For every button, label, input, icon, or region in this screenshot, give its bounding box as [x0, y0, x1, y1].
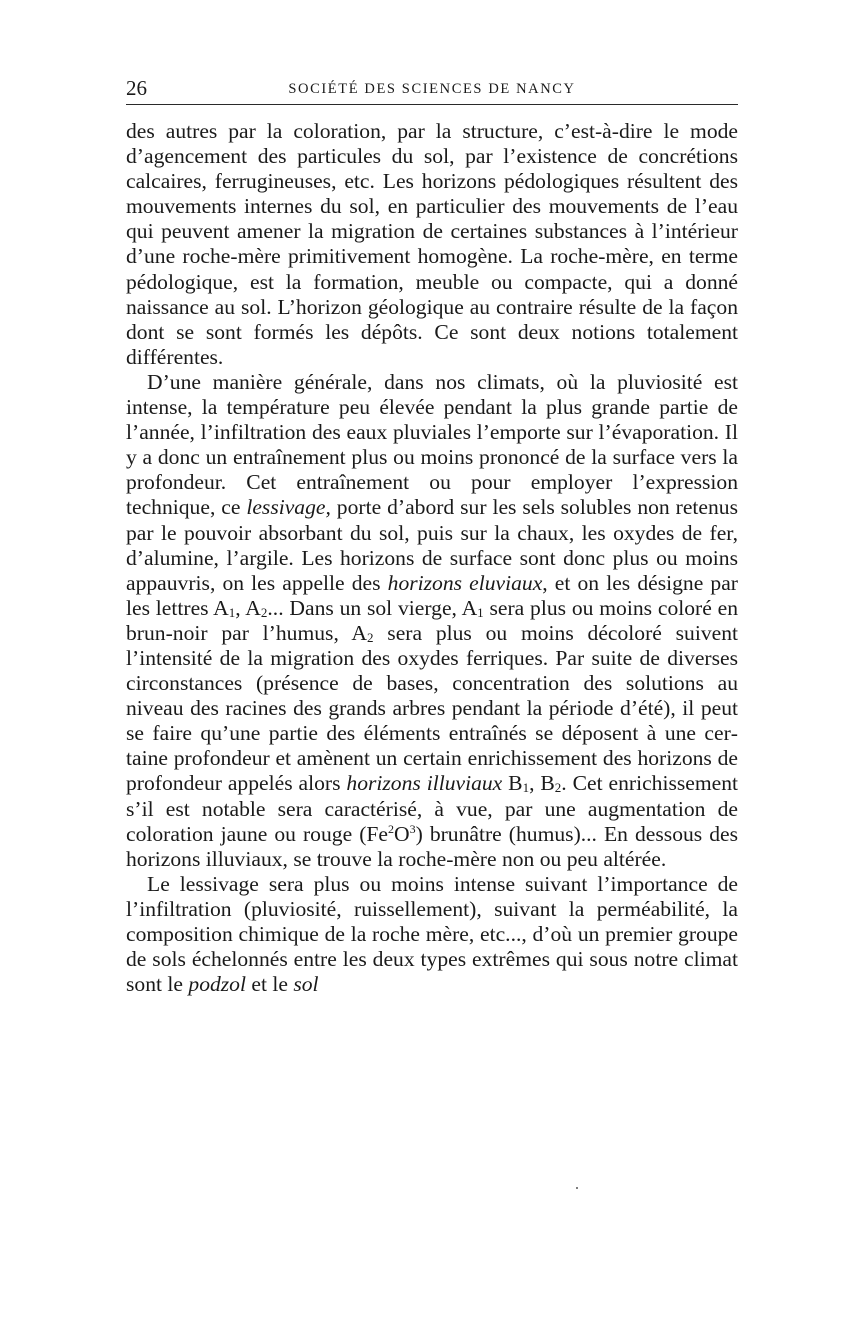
term-lessivage: lessivage, — [246, 495, 331, 520]
superscript: 2 — [387, 821, 394, 836]
text-run: porte d’abord sur les sels solubles non retenus par le pouvoir absorbant du sol, puis sur la chaux, les oxydes de fer, d’alumine, l’argile. Les horizons de surface sont donc plus ou moins appauvris, on les appelle des — [126, 495, 738, 595]
subscript: 2 — [260, 604, 268, 620]
text-run: , A — [235, 595, 261, 620]
print-speck — [576, 1187, 578, 1189]
page-number: 26 — [126, 76, 147, 100]
text-run: O — [393, 821, 410, 846]
paragraph-2 — [126, 370, 738, 872]
text-run: Le lessivage sera plus ou moins intense suivant l’importance de l’infiltration (pluviosité, ruissellement), suivant la perméabilité, la composition chimique de la roche mère, etc..., d’où un premier groupe de sols échelonnés entre les deux types extrêmes qui sous notre climat sont le — [126, 871, 738, 997]
text-run: sera plus ou moins coloré en brun-noir par l’humus, A — [126, 595, 739, 645]
term-horizons-eluviaux: horizons eluviaux — [387, 570, 543, 595]
text-run: D’une manière générale, dans nos climats, où la pluviosité est intense, la température peu élevée pendant la plus grande partie de l’année, l’infiltration des eaux pluviales l’emporte sur l’évaporation. Il y a donc un entraînement plus ou moins prononcé de la surface vers la profondeur. Cet entraînement ou pour employer l’expression technique, ce — [126, 369, 738, 520]
text-run: ) brunâtre (humus)... En dessous des horizons illuviaux, se trouve la roche-mère non ou peu altérée. — [126, 821, 739, 871]
text-run: , B — [529, 771, 555, 796]
subscript: 2 — [554, 780, 562, 796]
term-podzol: podzol — [188, 972, 246, 997]
subscript: 1 — [522, 780, 530, 796]
subscript: 2 — [367, 629, 374, 645]
text-run: et le — [245, 972, 294, 997]
paragraph-1: des autres par la coloration, par la structure, c’est-à-dire le mode d’agencement des particules du sol, par l’existence de concrétions calcaires, ferrugineuses, etc. Les horizons pédologiques résultent des mouvements internes du sol, en particulier des mouvements de l’eau qui peuvent amener la migration de certaines substances à l’intérieur d’une roche-mère primitivement homogène. La roche-mère, en terme pédologique, est la formation, meuble ou compacte, qui a donné naissance au sol. L’horizon géologique au contraire résulte de la façon dont se sont formés les dépôts. Ce sont deux notions totalement différentes. — [126, 119, 738, 369]
running-head — [126, 76, 738, 105]
term-horizons-illuviaux: horizons illuviaux — [346, 771, 503, 796]
text-run: , et on les désigne par les lettres A — [126, 570, 738, 620]
text-run: ... Dans un sol vierge, A — [267, 595, 478, 620]
text-run: sera plus ou moins décoloré suivent l’intensité de la migration des oxydes ferriques. Par suite de diverses circonstances (présence de bases, concentration des solutions au niveau des racines des grands arbres pendant la période d’été), il peut se faire qu’une partie des éléments entraînés se déposent à une certaine profondeur et amènent un certain enrichissement des horizons de profondeur appelés alors — [126, 620, 739, 796]
subscript: 1 — [477, 604, 484, 620]
text-run: . Cet enrichissement s’il est notable sera caractérisé, à vue, par une augmentation de coloration jaune ou rouge (Fe — [126, 771, 739, 846]
journal-title: SOCIÉTÉ DES SCIENCES DE NANCY — [288, 81, 576, 97]
superscript: 3 — [409, 821, 416, 836]
term-sol: sol — [293, 972, 319, 997]
document-page — [126, 76, 738, 997]
text-run: B — [502, 771, 523, 796]
subscript: 1 — [228, 604, 236, 620]
body-text — [126, 119, 738, 997]
paragraph-3 — [126, 872, 738, 997]
